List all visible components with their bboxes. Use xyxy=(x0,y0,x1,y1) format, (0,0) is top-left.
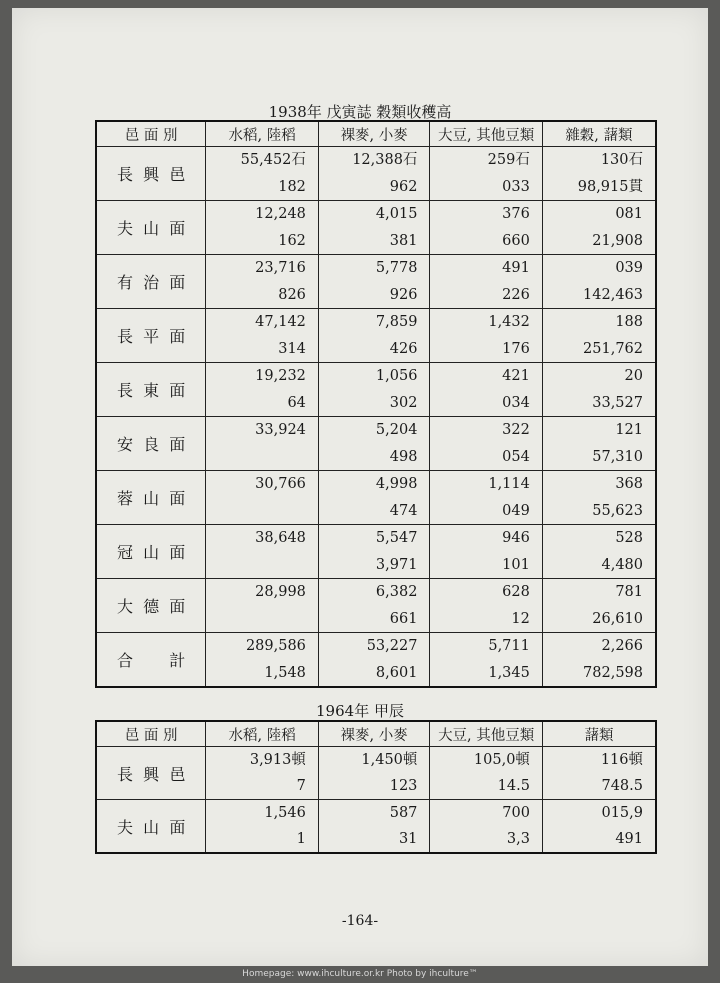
cell-value: 381 xyxy=(389,232,418,249)
data-cell xyxy=(542,633,656,688)
cell-value: 322 xyxy=(502,422,530,439)
table-row xyxy=(96,309,656,363)
cell-value: 5,711 xyxy=(488,638,530,655)
cell-value: 53,227 xyxy=(366,638,418,655)
cell-value: 368 xyxy=(615,476,643,493)
data-cell xyxy=(206,800,319,854)
data-cell xyxy=(430,309,542,363)
data-cell xyxy=(318,579,430,633)
cell-value: 116頓 xyxy=(600,752,643,768)
row-label: 長 興 邑 xyxy=(96,747,206,800)
data-cell xyxy=(430,525,542,579)
column-header: 藷類 xyxy=(542,721,656,747)
data-cell xyxy=(318,147,430,201)
table-row xyxy=(96,201,656,255)
data-cell xyxy=(206,471,319,525)
table-row xyxy=(96,363,656,417)
data-cell xyxy=(318,255,430,309)
data-cell xyxy=(206,747,319,800)
data-cell xyxy=(542,747,656,800)
cell-value: 2,266 xyxy=(601,638,643,655)
page-number: -164- xyxy=(341,913,379,929)
cell-value: 6,382 xyxy=(375,584,418,601)
cell-value: 47,142 xyxy=(255,314,306,331)
data-cell xyxy=(318,525,430,579)
cell-value: 5,547 xyxy=(375,530,418,547)
table-row xyxy=(96,255,656,309)
cell-value: 302 xyxy=(389,394,418,411)
table-row xyxy=(96,800,656,854)
cell-value: 962 xyxy=(389,178,418,195)
cell-value: 3,971 xyxy=(375,556,418,573)
data-cell xyxy=(542,417,656,471)
data-cell xyxy=(430,201,542,255)
cell-value: 034 xyxy=(502,394,530,411)
column-header: 裸麥, 小麥 xyxy=(318,121,430,147)
cell-value: 20 xyxy=(624,368,643,385)
cell-value: 14.5 xyxy=(497,778,530,794)
data-cell xyxy=(542,471,656,525)
column-header: 水稻, 陸稻 xyxy=(206,721,319,747)
column-header: 水稻, 陸稻 xyxy=(206,121,319,147)
cell-value: 259石 xyxy=(487,152,530,169)
cell-value: 498 xyxy=(389,448,418,465)
cell-value: 628 xyxy=(502,584,530,601)
row-label: 有 治 面 xyxy=(96,255,206,309)
cell-value: 660 xyxy=(502,232,530,249)
data-cell xyxy=(430,800,543,854)
cell-value: 105,0頓 xyxy=(473,752,530,768)
column-header: 雜穀, 藷類 xyxy=(542,121,656,147)
cell-value: 64 xyxy=(287,394,306,411)
cell-value: 1 xyxy=(296,831,306,847)
cell-value: 123 xyxy=(389,778,418,794)
cell-value xyxy=(206,448,306,466)
cell-value: 57,310 xyxy=(592,448,643,465)
cell-value: 188 xyxy=(615,314,643,331)
table-row xyxy=(96,471,656,525)
data-cell xyxy=(206,633,319,688)
table-row xyxy=(96,633,656,688)
data-cell xyxy=(430,579,542,633)
data-cell xyxy=(206,309,319,363)
cell-value: 121 xyxy=(615,422,643,439)
cell-value: 782,598 xyxy=(583,664,643,681)
cell-value: 7 xyxy=(296,778,306,794)
cell-value: 23,716 xyxy=(255,260,306,277)
cell-value: 182 xyxy=(278,178,306,195)
data-cell xyxy=(542,579,656,633)
cell-value: 176 xyxy=(502,340,530,357)
table-row xyxy=(96,747,656,800)
cell-value: 748.5 xyxy=(601,778,643,794)
cell-value: 8,601 xyxy=(375,664,418,681)
cell-value: 226 xyxy=(502,286,530,303)
data-cell xyxy=(318,417,430,471)
cell-value: 376 xyxy=(502,206,530,223)
data-cell xyxy=(430,363,542,417)
row-label: 蓉 山 面 xyxy=(96,471,206,525)
cell-value: 251,762 xyxy=(583,340,643,357)
cell-value: 30,766 xyxy=(255,476,306,493)
row-label: 長 平 面 xyxy=(96,309,206,363)
row-label: 冠 山 面 xyxy=(96,525,206,579)
data-cell xyxy=(542,800,656,854)
cell-value: 33,527 xyxy=(592,394,643,411)
column-header: 裸麥, 小麥 xyxy=(318,721,430,747)
row-label: 夫 山 面 xyxy=(96,201,206,255)
row-label: 長 興 邑 xyxy=(96,147,206,201)
row-label: 夫 山 面 xyxy=(96,800,206,854)
table2-title: 1964年 甲辰 xyxy=(316,702,404,720)
cell-value: 55,452石 xyxy=(240,152,306,169)
cell-value xyxy=(206,556,306,574)
cell-value: 1,345 xyxy=(488,664,530,681)
cell-value: 421 xyxy=(502,368,530,385)
cell-value: 12,248 xyxy=(255,206,306,223)
cell-value: 28,998 xyxy=(255,584,306,601)
row-label: 長 東 面 xyxy=(96,363,206,417)
cell-value: 474 xyxy=(389,502,418,519)
data-cell xyxy=(542,363,656,417)
cell-value xyxy=(206,610,306,628)
data-cell xyxy=(430,747,543,800)
data-cell xyxy=(318,747,430,800)
cell-value: 19,232 xyxy=(255,368,306,385)
cell-value: 314 xyxy=(278,340,306,357)
column-header: 大豆, 其他豆類 xyxy=(430,121,542,147)
cell-value: 289,586 xyxy=(245,638,306,655)
data-cell xyxy=(206,147,319,201)
data-cell xyxy=(542,201,656,255)
data-cell xyxy=(318,471,430,525)
cell-value: 12 xyxy=(511,610,530,627)
row-label: 合 計 xyxy=(96,633,206,688)
cell-value: 4,998 xyxy=(375,476,418,493)
cell-value: 142,463 xyxy=(583,286,643,303)
row-label: 安 良 面 xyxy=(96,417,206,471)
table-row xyxy=(96,579,656,633)
data-cell xyxy=(206,579,319,633)
cell-value: 426 xyxy=(389,340,418,357)
cell-value: 039 xyxy=(615,260,643,277)
cell-value: 491 xyxy=(615,831,643,847)
column-header: 邑 面 別 xyxy=(96,721,206,747)
cell-value: 700 xyxy=(502,805,530,821)
data-cell xyxy=(542,309,656,363)
cell-value: 946 xyxy=(502,530,530,547)
cell-value: 130石 xyxy=(600,152,643,169)
cell-value: 4,015 xyxy=(375,206,418,223)
table-row xyxy=(96,525,656,579)
data-cell xyxy=(542,525,656,579)
data-cell xyxy=(430,471,542,525)
cell-value: 661 xyxy=(389,610,418,627)
cell-value: 12,388石 xyxy=(352,152,418,169)
data-cell xyxy=(206,417,319,471)
data-cell xyxy=(206,363,319,417)
cell-value: 587 xyxy=(389,805,418,821)
cell-value: 26,610 xyxy=(592,610,643,627)
cell-value: 31 xyxy=(398,831,418,847)
cell-value: 1,114 xyxy=(488,476,530,493)
cell-value xyxy=(206,502,306,520)
cell-value: 3,913頓 xyxy=(249,752,306,768)
data-cell xyxy=(430,255,542,309)
data-cell xyxy=(430,417,542,471)
table-row xyxy=(96,417,656,471)
cell-value: 081 xyxy=(615,206,643,223)
cell-value: 826 xyxy=(278,286,306,303)
data-cell xyxy=(542,255,656,309)
cell-value: 4,480 xyxy=(601,556,643,573)
cell-value: 491 xyxy=(502,260,530,277)
column-header: 大豆, 其他豆類 xyxy=(430,721,543,747)
cell-value: 926 xyxy=(389,286,418,303)
row-label: 大 德 面 xyxy=(96,579,206,633)
cell-value: 049 xyxy=(502,502,530,519)
cell-value: 1,450頓 xyxy=(361,752,418,768)
cell-value: 7,859 xyxy=(375,314,418,331)
cell-value: 38,648 xyxy=(255,530,306,547)
cell-value: 55,623 xyxy=(592,502,643,519)
data-cell xyxy=(318,309,430,363)
cell-value: 33,924 xyxy=(255,422,306,439)
cell-value: 5,204 xyxy=(375,422,418,439)
cell-value: 101 xyxy=(502,556,530,573)
cell-value: 033 xyxy=(502,178,530,195)
harvest-table-1938 xyxy=(95,120,657,688)
cell-value: 1,432 xyxy=(488,314,530,331)
data-cell xyxy=(206,525,319,579)
cell-value: 015,9 xyxy=(601,805,643,821)
harvest-table-1964 xyxy=(95,720,657,854)
cell-value: 3,3 xyxy=(506,831,530,847)
data-cell xyxy=(318,201,430,255)
data-cell xyxy=(318,633,430,688)
cell-value: 98,915貫 xyxy=(577,178,643,195)
data-cell xyxy=(430,633,542,688)
cell-value: 1,548 xyxy=(264,664,306,681)
data-cell xyxy=(542,147,656,201)
cell-value: 781 xyxy=(615,584,643,601)
cell-value: 1,546 xyxy=(264,805,306,821)
cell-value: 5,778 xyxy=(375,260,418,277)
data-cell xyxy=(318,800,430,854)
data-cell xyxy=(206,201,319,255)
cell-value: 21,908 xyxy=(592,232,643,249)
cell-value: 1,056 xyxy=(375,368,418,385)
cell-value: 054 xyxy=(502,448,530,465)
photo-credit: Homepage: www.ihculture.or.kr Photo by ihculture™ xyxy=(242,969,478,979)
cell-value: 528 xyxy=(615,530,643,547)
table1-title: 1938年 戊寅誌 穀類收穫高 xyxy=(268,103,452,121)
table-row xyxy=(96,147,656,201)
data-cell xyxy=(430,147,542,201)
data-cell xyxy=(318,363,430,417)
data-cell xyxy=(206,255,319,309)
column-header: 邑 面 別 xyxy=(96,121,206,147)
cell-value: 162 xyxy=(278,232,306,249)
